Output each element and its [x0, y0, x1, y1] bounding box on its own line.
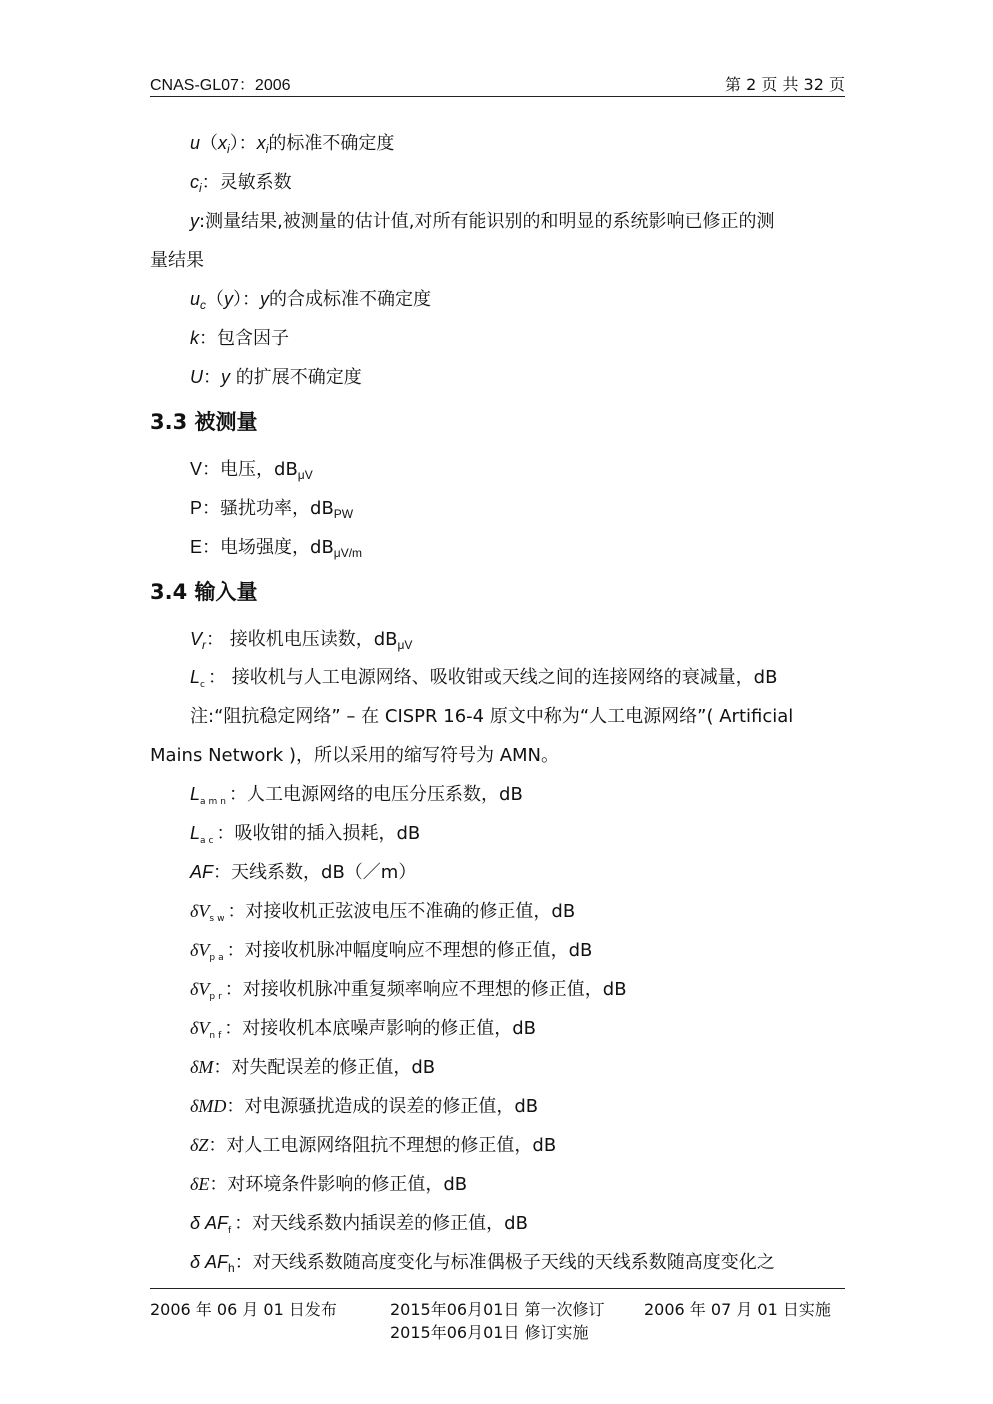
- def-y-line2: 量结果: [150, 250, 204, 271]
- input-dmd: δMD：对电源骚扰造成的误差的修正值，dB: [190, 1096, 539, 1117]
- def-U: U：y 的扩展不确定度: [190, 367, 362, 388]
- def-ci: $c_i$：灵敏系数: [190, 172, 292, 195]
- def-u-xi: $u(x_i)$：$x_i$的标准不确定度: [190, 133, 395, 156]
- footer-rule: [150, 1288, 845, 1289]
- input-vr: $V_r$： 接收机电压读数，$dB_{\mu V}$: [190, 629, 413, 652]
- def-k: k：包含因子: [190, 328, 289, 349]
- section-3-3-heading: 3.3 被测量: [150, 410, 258, 434]
- input-de: δE：对环境条件影响的修正值，dB: [190, 1174, 468, 1195]
- page-number: 第 2 页 共 32 页: [725, 75, 845, 94]
- input-dvpa: $\delta V_{pa}$：对接收机脉冲幅度响应不理想的修正值，dB: [190, 940, 593, 963]
- def-uc: $u_c(y)$：y的合成标准不确定度: [190, 289, 432, 312]
- measurand-power: P：骚扰功率，$dB_{PW}$: [190, 498, 354, 521]
- input-lac: $L_{ac}$：吸收钳的插入损耗，dB: [190, 823, 421, 846]
- input-dm: δM：对失配误差的修正值，dB: [190, 1057, 436, 1078]
- footer-revision-implementation: 2015年06月01日 修订实施: [390, 1323, 589, 1342]
- measurand-field: E：电场强度，$dB_{\mu V/m}$: [190, 537, 363, 560]
- page-header: [150, 72, 845, 97]
- input-lamn: $L_{amn}$：人工电源网络的电压分压系数，dB: [190, 784, 523, 807]
- doc-id: CNAS-GL07：2006: [150, 77, 291, 94]
- def-y-line1: y:测量结果,被测量的估计值,对所有能识别的和明显的系统影响已修正的测: [190, 211, 775, 232]
- input-af: AF：天线系数，dB（／m）: [190, 862, 417, 883]
- footer-effective: 2006 年 07 月 01 日实施: [644, 1300, 831, 1319]
- input-lc: $L_c$： 接收机与人工电源网络、吸收钳或天线之间的连接网络的衰减量，dB: [190, 667, 778, 690]
- note-line1: 注:“阻抗稳定网络” – 在 CISPR 16-4 原文中称为“人工电源网络”( Artificial: [190, 706, 794, 727]
- note-line2: Mains Network )，所以采用的缩写符号为 AMN。: [150, 745, 559, 766]
- input-dvnf: $\delta V_{nf}$：对接收机本底噪声影响的修正值，dB: [190, 1018, 537, 1041]
- input-dvpr: $\delta V_{pr}$：对接收机脉冲重复频率响应不理想的修正值，dB: [190, 979, 627, 1002]
- footer-published: 2006 年 06 月 01 日发布: [150, 1300, 337, 1319]
- measurand-voltage: V：电压，$dB_{\mu V}$: [190, 459, 313, 482]
- section-3-4-heading: 3.4 输入量: [150, 580, 258, 604]
- input-dz: δZ：对人工电源网络阻抗不理想的修正值，dB: [190, 1135, 557, 1156]
- input-dafh: δ $AF_h$：对天线系数随高度变化与标准偶极子天线的天线系数随高度变化之: [190, 1252, 775, 1275]
- input-dafi: δ $AF_f$：对天线系数内插误差的修正值，dB: [190, 1213, 528, 1236]
- footer-revision: 2015年06月01日 第一次修订: [390, 1300, 605, 1319]
- input-dvsw: $\delta V_{sw}$：对接收机正弦波电压不准确的修正值，dB: [190, 901, 576, 924]
